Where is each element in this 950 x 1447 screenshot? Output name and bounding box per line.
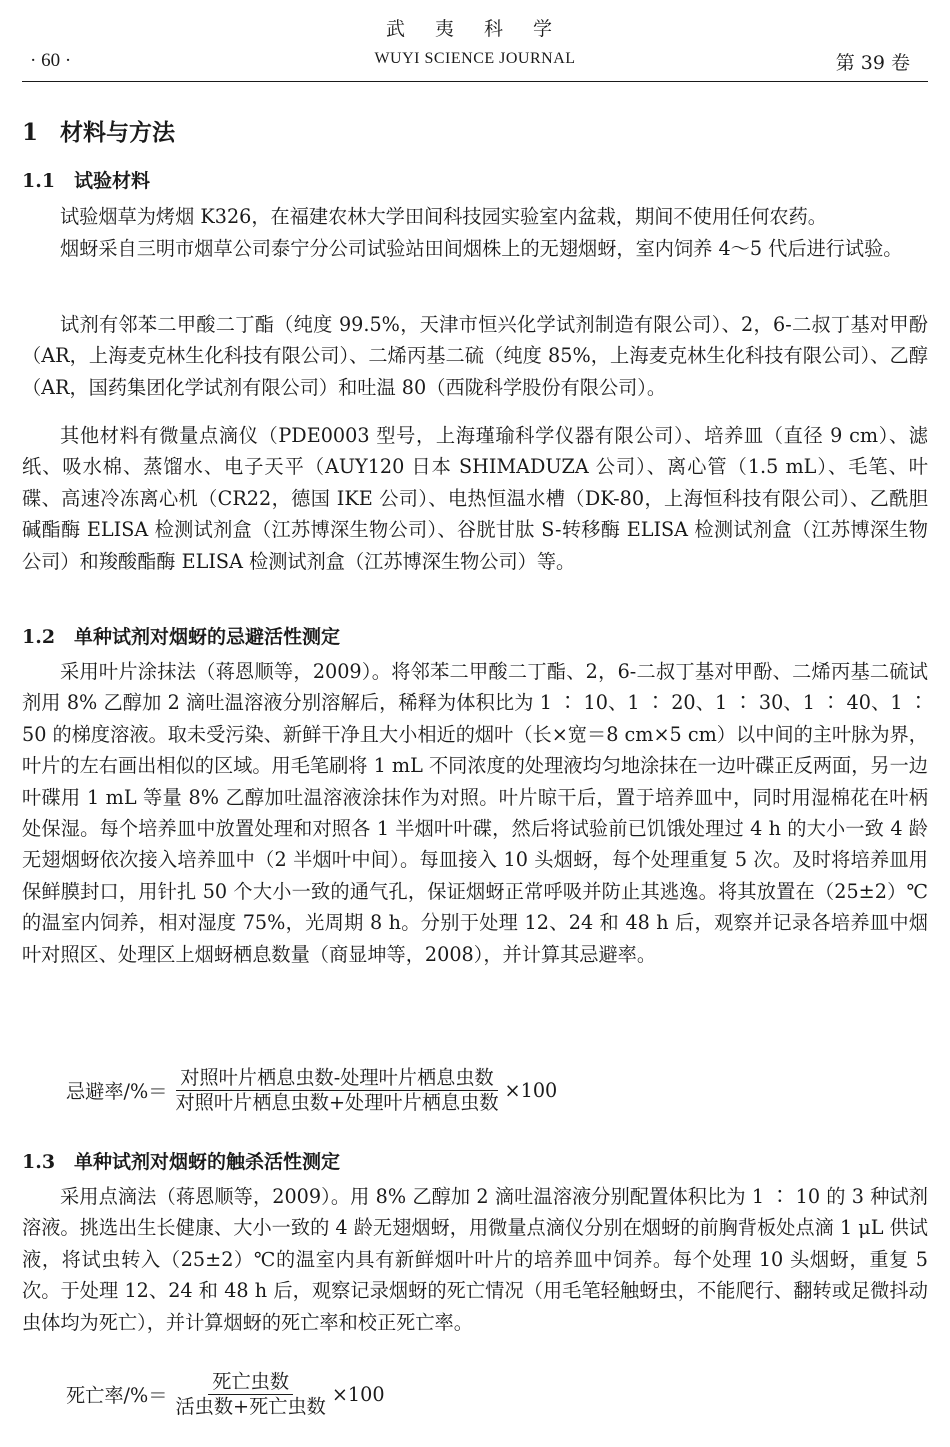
page-number: · 60 · xyxy=(30,50,72,71)
journal-title-cn: 武 夷 科 学 xyxy=(385,18,565,40)
subsection-title: 单种试剂对烟蚜的忌避活性测定 xyxy=(74,626,341,648)
paragraph: 试验烟草为烤烟 K326，在福建农林大学田间科技园实验室内盆栽，期间不使用任何农药。 xyxy=(60,205,827,228)
formula-denominator: 活虫数+死亡虫数 xyxy=(175,1395,326,1418)
subsection-title: 试验材料 xyxy=(74,170,151,192)
section-number: 1 xyxy=(22,119,39,146)
subsection-number: 1.1 xyxy=(22,170,56,192)
formula-multiplier: ×100 xyxy=(331,1383,385,1406)
journal-title-en: WUYI SCIENCE JOURNAL xyxy=(374,50,576,67)
formula-multiplier: ×100 xyxy=(504,1079,558,1102)
formula-lhs: 死亡率/%＝ xyxy=(66,1384,168,1407)
subsection-number: 1.2 xyxy=(22,626,56,648)
paragraph: 烟蚜采自三明市烟草公司泰宁分公司试验站田间烟株上的无翅烟蚜，室内饲养 4～5 代后进行试验。 xyxy=(60,237,903,260)
formula-lhs: 忌避率/%＝ xyxy=(66,1080,168,1103)
subsection-heading-1-2 xyxy=(22,622,340,649)
page-header xyxy=(22,0,928,84)
formula-fraction xyxy=(171,1370,329,1419)
paragraph: 采用点滴法（蒋恩顺等，2009）。用 8% 乙醇加 2 滴吐温溶液分别配置体积比为 1 ∶ 10 的 3 种试剂溶液。挑选出生长健康、大小一致的 4 龄无翅烟蚜，用微量点滴仪分别在烟蚜的前胸背板处点滴 1 μL 供试液，将试虫转入（25±2）℃的温室内具有新鲜烟叶叶片的培养皿中饲养。每个处理 10 头烟蚜，重复 5 次。于处理 12、24 和 48 h 后，观察记录烟蚜的死亡情况（用毛笔轻触蚜虫，不能爬行、翻转或足微抖动虫体均为死亡），并计算烟蚜的死亡率和校正死亡率。 xyxy=(22,1185,928,1334)
section-title: 材料与方法 xyxy=(60,119,175,146)
avoidance-rate-formula xyxy=(66,1066,557,1115)
subsection-heading-1-1 xyxy=(22,166,150,193)
section-heading xyxy=(22,114,175,147)
paragraph: 试剂有邻苯二甲酸二丁酯（纯度 99.5%，天津市恒兴化学试剂制造有限公司）、2，6-二叔丁基对甲酚（AR，上海麦克林生化科技有限公司）、二烯丙基二硫（纯度 85%，上海麦克林生化科技有限公司）、乙醇（AR，国药集团化学试剂有限公司）和吐温 80（西陇科学股份有限公司）。 xyxy=(22,313,928,399)
volume-label: 第 39 卷 xyxy=(835,52,910,74)
journal-page xyxy=(22,0,928,1447)
formula-denominator: 对照叶片栖息虫数+处理叶片栖息虫数 xyxy=(175,1091,499,1114)
formula-fraction xyxy=(171,1066,502,1115)
paragraph: 采用叶片涂抹法（蒋恩顺等，2009）。将邻苯二甲酸二丁酯、2，6-二叔丁基对甲酚、二烯丙基二硫试剂用 8% 乙醇加 2 滴吐温溶液分别溶解后，稀释为体积比为 1 ∶ 10、1 ∶ 20、1 ∶ 30、1 ∶ 40、1 ∶ 50 的梯度溶液。取未受污染、新鲜干净且大小相近的烟叶（长×宽＝8 cm×5 cm）以中间的主叶脉为界，叶片的左右画出相似的区域。用毛笔刷将 1 mL 不同浓度的处理液均匀地涂抹在一边叶碟正反两面，另一边叶碟用 1 mL 等量 8% 乙醇加吐温溶液涂抹作为对照。叶片晾干后，置于培养皿中，同时用湿棉花在叶柄处保湿。每个培养皿中放置处理和对照各 1 半烟叶叶碟，然后将试验前已饥饿处理过 4 h 的大小一致 4 龄无翅烟蚜依次接入培养皿中（2 半烟叶中间）。每皿接入 10 头烟蚜，每个处理重复 5 次。及时将培养皿用保鲜膜封口，用针扎 50 个大小一致的通气孔，保证烟蚜正常呼吸并防止其逃逸。将其放置在（25±2）℃的温室内饲养，相对湿度 75%，光周期 8 h。分别于处理 12、24 和 48 h 后，观察并记录各培养皿中烟叶对照区、处理区上烟蚜栖息数量（商显坤等，2008），并计算其忌避率。 xyxy=(22,660,928,966)
subsection-title: 单种试剂对烟蚜的触杀活性测定 xyxy=(74,1151,341,1173)
header-divider xyxy=(22,81,928,82)
paragraph: 其他材料有微量点滴仪（PDE0003 型号，上海瑾瑜科学仪器有限公司）、培养皿（直径 9 cm）、滤纸、吸水棉、蒸馏水、电子天平（AUY120 日本 SHIMADUZA 公司）、离心管（1.5 mL）、毛笔、叶碟、高速冷冻离心机（CR22，德国 IKE 公司）、电热恒温水槽（DK-80，上海恒科技有限公司）、乙酰胆碱酯酶 ELISA 检测试剂盒（江苏博深生物公司）、谷胱甘肽 S-转移酶 ELISA 检测试剂盒（江苏博深生物公司）和羧酸酯酶 ELISA 检测试剂盒（江苏博深生物公司）等。 xyxy=(22,424,928,573)
formula-numerator: 对照叶片栖息虫数-处理叶片栖息虫数 xyxy=(176,1066,497,1091)
subsection-heading-1-3 xyxy=(22,1147,340,1174)
formula-numerator: 死亡虫数 xyxy=(208,1370,293,1395)
subsection-number: 1.3 xyxy=(22,1151,56,1173)
mortality-rate-formula xyxy=(66,1370,385,1419)
